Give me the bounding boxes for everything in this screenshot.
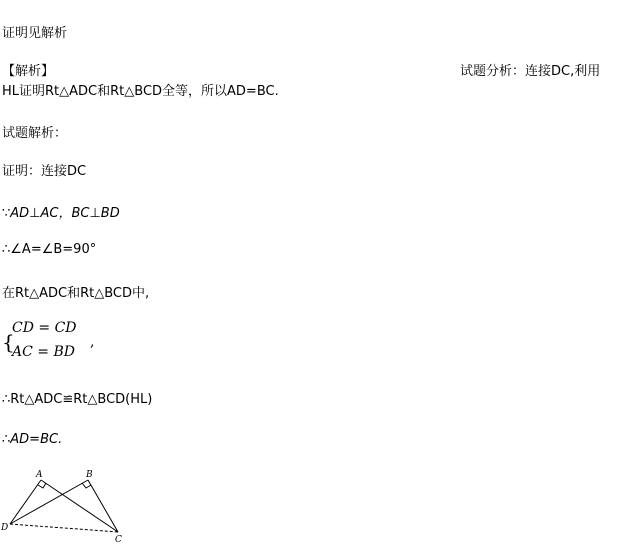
- hint-text: 试题分析：连接DC,利用: [460, 64, 601, 79]
- label-c: C: [115, 535, 122, 545]
- analysis-label: 【解析】: [2, 64, 55, 79]
- geometry-figure: [0, 460, 140, 550]
- conclusion-equal: ∴AD=BC.: [2, 432, 63, 447]
- label-b: B: [86, 470, 93, 480]
- hint-continuation: HL证明Rt△ADC和Rt△BCD全等，所以AD=BC.: [2, 84, 279, 99]
- conclusion-congruence: ∴Rt△ADC≌Rt△BCD(HL): [2, 392, 153, 407]
- right-angle-a: [38, 483, 46, 488]
- label-d: D: [1, 523, 9, 533]
- step-right-angles: ∴∠A=∠B=90°: [2, 242, 97, 257]
- segment-ac: [41, 480, 118, 532]
- segment-db: [10, 480, 88, 524]
- segment-dc-dashed: [10, 524, 118, 532]
- step-connect: 证明：连接DC: [2, 164, 87, 179]
- brace: {: [2, 330, 15, 354]
- label-a: A: [36, 470, 43, 480]
- equation-row-2: AC = BD: [12, 344, 75, 360]
- answer-text: 证明见解析: [2, 26, 68, 41]
- segment-bc: [88, 480, 118, 532]
- segment-da: [10, 480, 41, 524]
- step-perpendicular: ∵AD⊥AC，BC⊥BD: [2, 206, 120, 221]
- detail-label: 试题解析：: [2, 126, 68, 141]
- equation-comma: ,: [90, 334, 95, 350]
- equation-row-1: CD = CD: [12, 320, 77, 336]
- step-triangles: 在Rt△ADC和Rt△BCD中,: [2, 286, 150, 301]
